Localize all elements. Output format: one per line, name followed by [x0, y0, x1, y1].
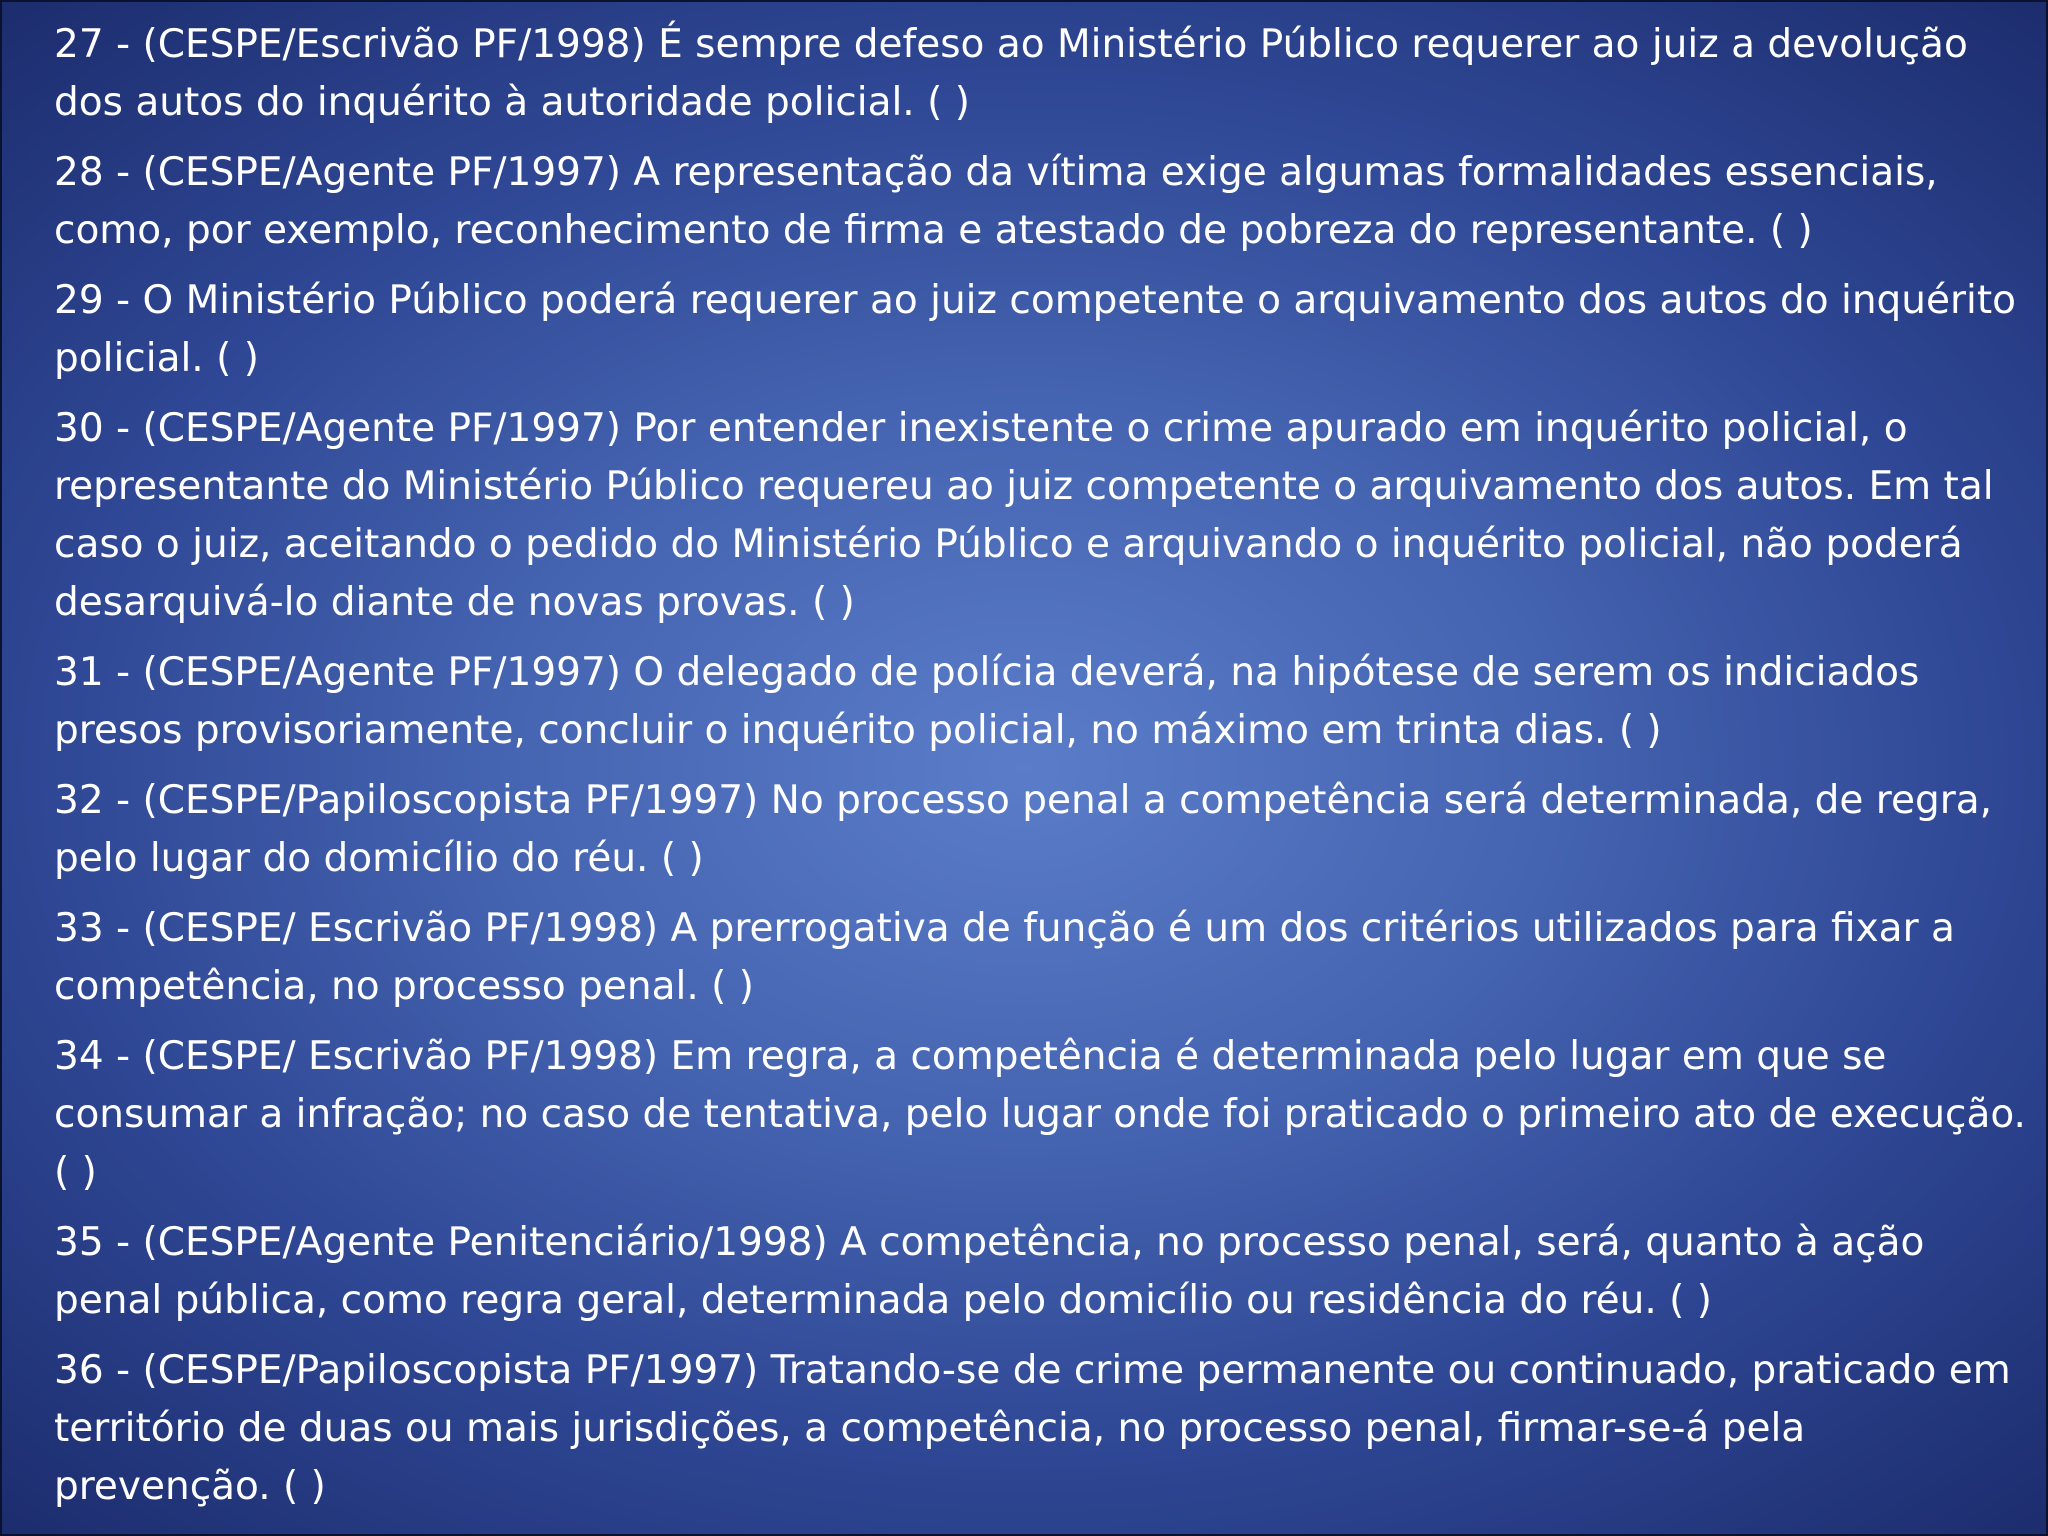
question-33: 33 - (CESPE/ Escrivão PF/1998) A prerrogativa de função é um dos critérios utilizados para fixar a competência, no processo penal. ( ) [54, 906, 1955, 1009]
question-34: 34 - (CESPE/ Escrivão PF/1998) Em regra, a competência é determinada pelo lugar em que se consumar a infração; no caso de tentativa, pelo lugar onde foi praticado o primeiro ato de execução. ( ) [54, 1034, 2026, 1195]
question-list [54, 16, 2034, 1528]
question-31: 31 - (CESPE/Agente PF/1997) O delegado de polícia deverá, na hipótese de serem os indiciados presos provisoriamente, concluir o inquérito policial, no máximo em trinta dias. ( ) [54, 650, 1920, 753]
question-29: 29 - O Ministério Público poderá requerer ao juiz competente o arquivamento dos autos do inquérito policial. ( ) [54, 278, 2017, 381]
question-35: 35 - (CESPE/Agente Penitenciário/1998) A competência, no processo penal, será, quanto à ação penal pública, como regra geral, determinada pelo domicílio ou residência do réu. ( ) [54, 1220, 1925, 1323]
question-30: 30 - (CESPE/Agente PF/1997) Por entender inexistente o crime apurado em inquérito policial, o representante do Ministério Público requereu ao juiz competente o arquivamento dos autos. Em tal caso o juiz, aceitando o pedido do Ministério Público e arquivando o inquérito policial, não poderá desarquivá-lo diante de novas provas. ( ) [54, 406, 1994, 625]
question-36: 36 - (CESPE/Papiloscopista PF/1997) Tratando-se de crime permanente ou continuado, praticado em território de duas ou mais jurisdições, a competência, no processo penal, firmar-se-á pela prevenção. ( ) [54, 1348, 2011, 1509]
question-27: 27 - (CESPE/Escrivão PF/1998) É sempre defeso ao Ministério Público requerer ao juiz a devolução dos autos do inquérito à autoridade policial. ( ) [54, 22, 1968, 125]
question-28: 28 - (CESPE/Agente PF/1997) A representação da vítima exige algumas formalidades essenciais, como, por exemplo, reconhecimento de firma e atestado de pobreza do representante. ( ) [54, 150, 1938, 253]
question-32: 32 - (CESPE/Papiloscopista PF/1997) No processo penal a competência será determinada, de regra, pelo lugar do domicílio do réu. ( ) [54, 778, 1993, 881]
